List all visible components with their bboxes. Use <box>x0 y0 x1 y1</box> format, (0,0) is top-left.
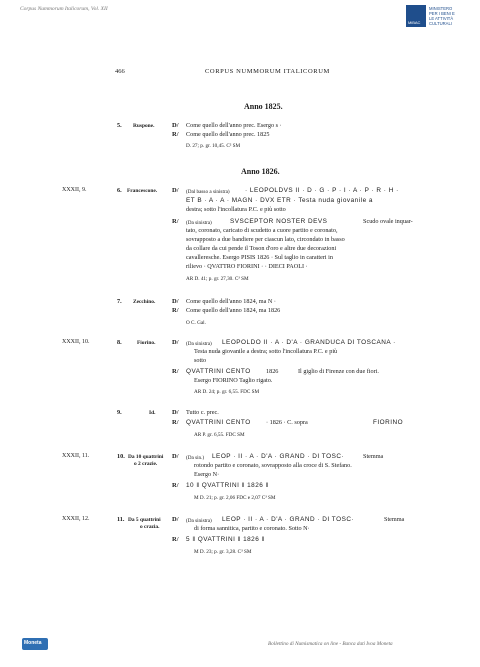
entry-text: Stemma <box>363 453 384 460</box>
plate-reference: XXXII, 12. <box>62 516 90 522</box>
plate-reference: XXXII, 9. <box>62 187 87 193</box>
entry-text: Esergo N· <box>194 471 220 478</box>
page-number: 466 <box>115 68 125 75</box>
year-heading-1826: Anno 1826. <box>241 167 280 176</box>
coin-name: Da 10 quattrini <box>128 454 164 460</box>
entry-text: sotto <box>194 357 207 364</box>
entry-text: da collare da cui pende il Toson d'oro e altre due decorazioni <box>186 245 337 252</box>
entry-number: 10. <box>117 453 125 460</box>
obverse-mark: D/ <box>172 298 179 305</box>
entry-text: Esergo FIORINO Taglio rigato. <box>194 377 273 384</box>
reverse-mark: R/ <box>172 307 179 314</box>
reverse-mark: R/ <box>172 419 179 426</box>
direction-note: (Da sinistra) <box>186 341 212 347</box>
reverse-mark: R/ <box>172 482 179 489</box>
entry-number: 8. <box>117 339 122 346</box>
entry-text: rotondo partito e coronato, sovrapposto alla croce di S. Stefano. <box>194 462 352 469</box>
legend-text: · LEOPOLDVS II · D · G · P · I · A · P · R · H · <box>245 187 399 194</box>
legend-text: FIORINO <box>373 419 404 426</box>
entry-text: Tutto c. prec. <box>186 409 219 416</box>
moneta-logo: Moneta <box>22 638 48 650</box>
obverse-mark: D/ <box>172 122 179 129</box>
entry-text: ET B · A · A · MAGN · DVX ETR · Testa nuda giovanile a <box>186 197 373 204</box>
running-title: CORPUS NUMMORUM ITALICORUM <box>205 68 330 75</box>
entry-details: O C. Gal. <box>186 320 206 326</box>
entry-details: D. 27; p. gr. 10,45. C² SM <box>186 143 241 149</box>
legend-text: LEOP · II · A · D'A · GRAND · DI TOSC· <box>222 516 355 523</box>
entry-text: tato, coronato, caricato di scudetto a cuore partito e coronato, <box>186 227 338 234</box>
coin-name: Fiorino. <box>137 340 156 346</box>
entry-details: AR P. gr. 6,55. FDC SM <box>194 432 245 438</box>
entry-text: Scudo ovale inquar- <box>363 218 413 225</box>
coin-name: Francescone. <box>127 188 158 194</box>
legend-text: LEOPOLDO II · A · D'A · GRANDUCA DI TOSCANA · <box>222 339 396 346</box>
coin-name: Ruspone. <box>133 123 155 129</box>
entry-text: Come quello dell'anno prec. Esergo s · <box>186 122 282 129</box>
entry-text: 1826 <box>266 368 279 375</box>
legend-text: 5 ‖ QVATTRINI ‖ 1826 ‖ <box>186 536 265 543</box>
reverse-mark: R/ <box>172 131 179 138</box>
entry-text: di forma sannitica, partito e coronato. Sotto N· <box>194 525 310 532</box>
legend-text: QVATTRINI CENTO <box>186 368 251 375</box>
direction-note: (Da sinistra) <box>186 220 212 226</box>
coin-name: o crazia. <box>140 524 160 530</box>
entry-text: Come quello dell'anno 1824, ma 1826 <box>186 307 281 314</box>
obverse-mark: D/ <box>172 516 179 523</box>
entry-text: rilievo · QVATTRO FIORINI · · DIECI PAOLI · <box>186 263 308 270</box>
direction-note: (Da sin.) <box>186 455 205 461</box>
legend-text: QVATTRINI CENTO <box>186 419 251 426</box>
year-heading-1825: Anno 1825. <box>244 102 283 111</box>
reverse-mark: R/ <box>172 368 179 375</box>
entry-text: Il giglio di Firenze con due fiori. <box>298 368 379 375</box>
legend-text: 10 ‖ QVATTRINI ‖ 1826 ‖ <box>186 482 269 489</box>
entry-text: Stemma <box>384 516 405 523</box>
plate-reference: XXXII, 11. <box>62 453 90 459</box>
obverse-mark: D/ <box>172 409 179 416</box>
entry-text: Testa nuda giovanile a destra; sotto l'incollatura P.C. e più <box>194 348 338 355</box>
direction-note: (Da sinistra) <box>186 518 212 524</box>
coin-name: Da 5 quattrini <box>128 517 161 523</box>
entry-details: AR D. 41; p. gr. 27,30. C³ SM <box>186 276 249 282</box>
series-header: Corpus Nummorum Italicorum, Vol. XII <box>20 6 108 12</box>
entry-number: 11. <box>117 516 125 523</box>
legend-text: LEOP · II · A · D'A · GRAND · DI TOSC· <box>212 453 345 460</box>
obverse-mark: D/ <box>172 187 179 194</box>
entry-details: M D. 23; p. gr. 3,28. C³ SM <box>194 549 252 555</box>
entry-text: Come quello dell'anno prec. 1825 <box>186 131 270 138</box>
ministry-logo-text: MINISTERO PER I BENI E LE ATTIVITÀ CULTURALI <box>429 6 455 26</box>
entry-number: 7. <box>117 298 122 305</box>
coin-name: Id. <box>149 410 156 416</box>
entry-details: AR D. 24; p. gr. 6,55. FDC SM <box>194 389 260 395</box>
entry-number: 9. <box>117 409 122 416</box>
entry-details: M D. 21; p. gr. 2,06 FDC e 2,07 C³ SM <box>194 495 276 501</box>
obverse-mark: D/ <box>172 453 179 460</box>
footer-credit: Bollettino di Numismatica on line - Banca dati Ivoa Moneta <box>268 641 393 647</box>
ministry-logo-mark: MiBAC <box>406 5 426 27</box>
obverse-mark: D/ <box>172 339 179 346</box>
ministry-logo <box>406 5 466 29</box>
reverse-mark: R/ <box>172 536 179 543</box>
coin-name: Zecchino. <box>133 299 156 305</box>
plate-reference: XXXII, 10. <box>62 339 90 345</box>
entry-number: 6. <box>117 187 122 194</box>
entry-text: cavalleresche. Esergo PISIS 1826 · Sul taglio in caratteri in <box>186 254 333 261</box>
coin-name: o 2 crazie. <box>134 461 158 467</box>
legend-text: SVSCEPTOR NOSTER DEVS <box>230 218 328 225</box>
entry-text: Come quello dell'anno 1824, ma N · <box>186 298 276 305</box>
direction-note: (Dal basso a sinistra) <box>186 189 230 195</box>
reverse-mark: R/ <box>172 218 179 225</box>
entry-number: 5. <box>117 122 122 129</box>
entry-text: destra; sotto l'incollatura P.C. e più sotto <box>186 206 286 213</box>
entry-text: · 1826 · C. sopra <box>266 419 308 426</box>
entry-text: sovrapposto a due bandiere per ciascun lato, circondato in basso <box>186 236 345 243</box>
